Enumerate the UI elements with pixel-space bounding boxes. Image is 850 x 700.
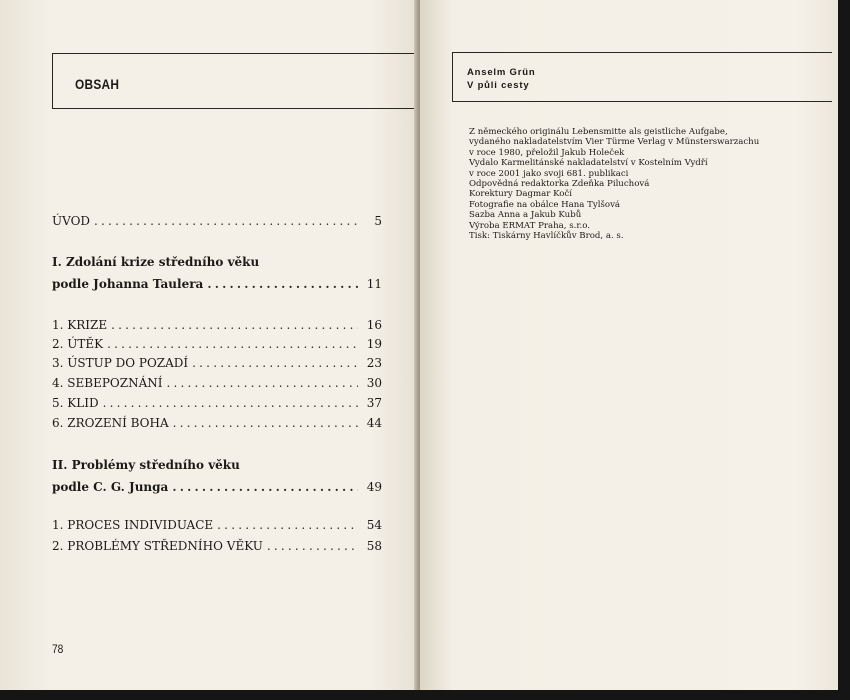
toc-entry: 2. PROBLÉMY STŘEDNÍHO VĚKU ..... 58 — [52, 539, 382, 559]
toc-part-2-title: II. Problémy středního věku — [52, 458, 240, 472]
credit-line: vydaného nakladatelstvím Vier Türme Verlag v Münsterswarzachu — [469, 137, 760, 148]
contents-heading: OBSAH — [75, 76, 120, 92]
credit-line: Z německého originálu Lebensmitte als geistliche Aufgabe, — [469, 127, 728, 137]
toc-entry: 6. ZROZENÍ BOHA ..... 44 — [52, 416, 382, 436]
toc-part-1-title: I. Zdolání krize středního věku — [52, 255, 260, 269]
toc-entry: 3. ÚSTUP DO POZADÍ ..... 23 — [52, 356, 382, 376]
toc-part-1-subtitle: podle Johanna Taulera ..... 11 — [52, 277, 382, 297]
contents-header-box — [52, 53, 420, 109]
dot-leader — [217, 518, 358, 532]
toc-entry: 1. KRIZE ..... 16 — [52, 318, 382, 338]
credit-line: v roce 1980, přeložil Jakub Holeček — [469, 147, 625, 158]
credit-line: Fotografie na obálce Hana Tylšová — [469, 199, 621, 210]
dot-leader — [103, 396, 358, 410]
credit-line: Výroba ERMAT Praha, s.r.o. — [469, 220, 591, 231]
dot-leader — [192, 356, 358, 370]
toc-entry: 5. KLID ..... 37 — [52, 396, 382, 416]
scan-edge-right — [838, 0, 850, 700]
imprint-credits — [469, 127, 809, 241]
scan-edge-bottom — [0, 690, 850, 700]
toc-entry: 2. ÚTĚK ..... 19 — [52, 337, 382, 357]
toc-part-2-subtitle: podle C. G. Junga ..... 49 — [52, 480, 382, 500]
book-title: V půli cesty — [467, 80, 530, 91]
dot-leader — [267, 539, 358, 553]
credit-line: v roce 2001 jako svoji 681. publikaci — [469, 168, 629, 179]
credit-line: Sazba Anna a Jakub Kubů — [469, 210, 582, 221]
author-name: Anselm Grün — [467, 67, 536, 78]
dot-leader — [166, 376, 358, 390]
dot-leader — [207, 277, 358, 291]
toc-entry: 1. PROCES INDIVIDUACE ..... 54 — [52, 518, 382, 538]
page-number: 78 — [52, 642, 64, 656]
right-page — [420, 0, 838, 700]
toc-entry: 4. SEBEPOZNÁNÍ ..... 30 — [52, 376, 382, 396]
toc-entry-intro: ÚVOD ..... 5 — [52, 214, 382, 234]
imprint-header-box — [452, 52, 832, 102]
credit-line: Odpovědná redaktorka Zdeňka Piluchová — [469, 179, 650, 190]
credit-line: Korektury Dagmar Kočí — [469, 189, 572, 200]
credit-line: Vydalo Karmelitánské nakladatelství v Kostelním Vydří — [469, 158, 708, 169]
credit-line: Tisk: Tiskárny Havlíčkův Brod, a. s. — [469, 231, 624, 242]
dot-leader — [94, 214, 358, 228]
dot-leader — [107, 337, 358, 351]
dot-leader — [172, 480, 358, 494]
dot-leader — [173, 416, 358, 430]
dot-leader — [111, 318, 358, 332]
left-page — [0, 0, 420, 700]
